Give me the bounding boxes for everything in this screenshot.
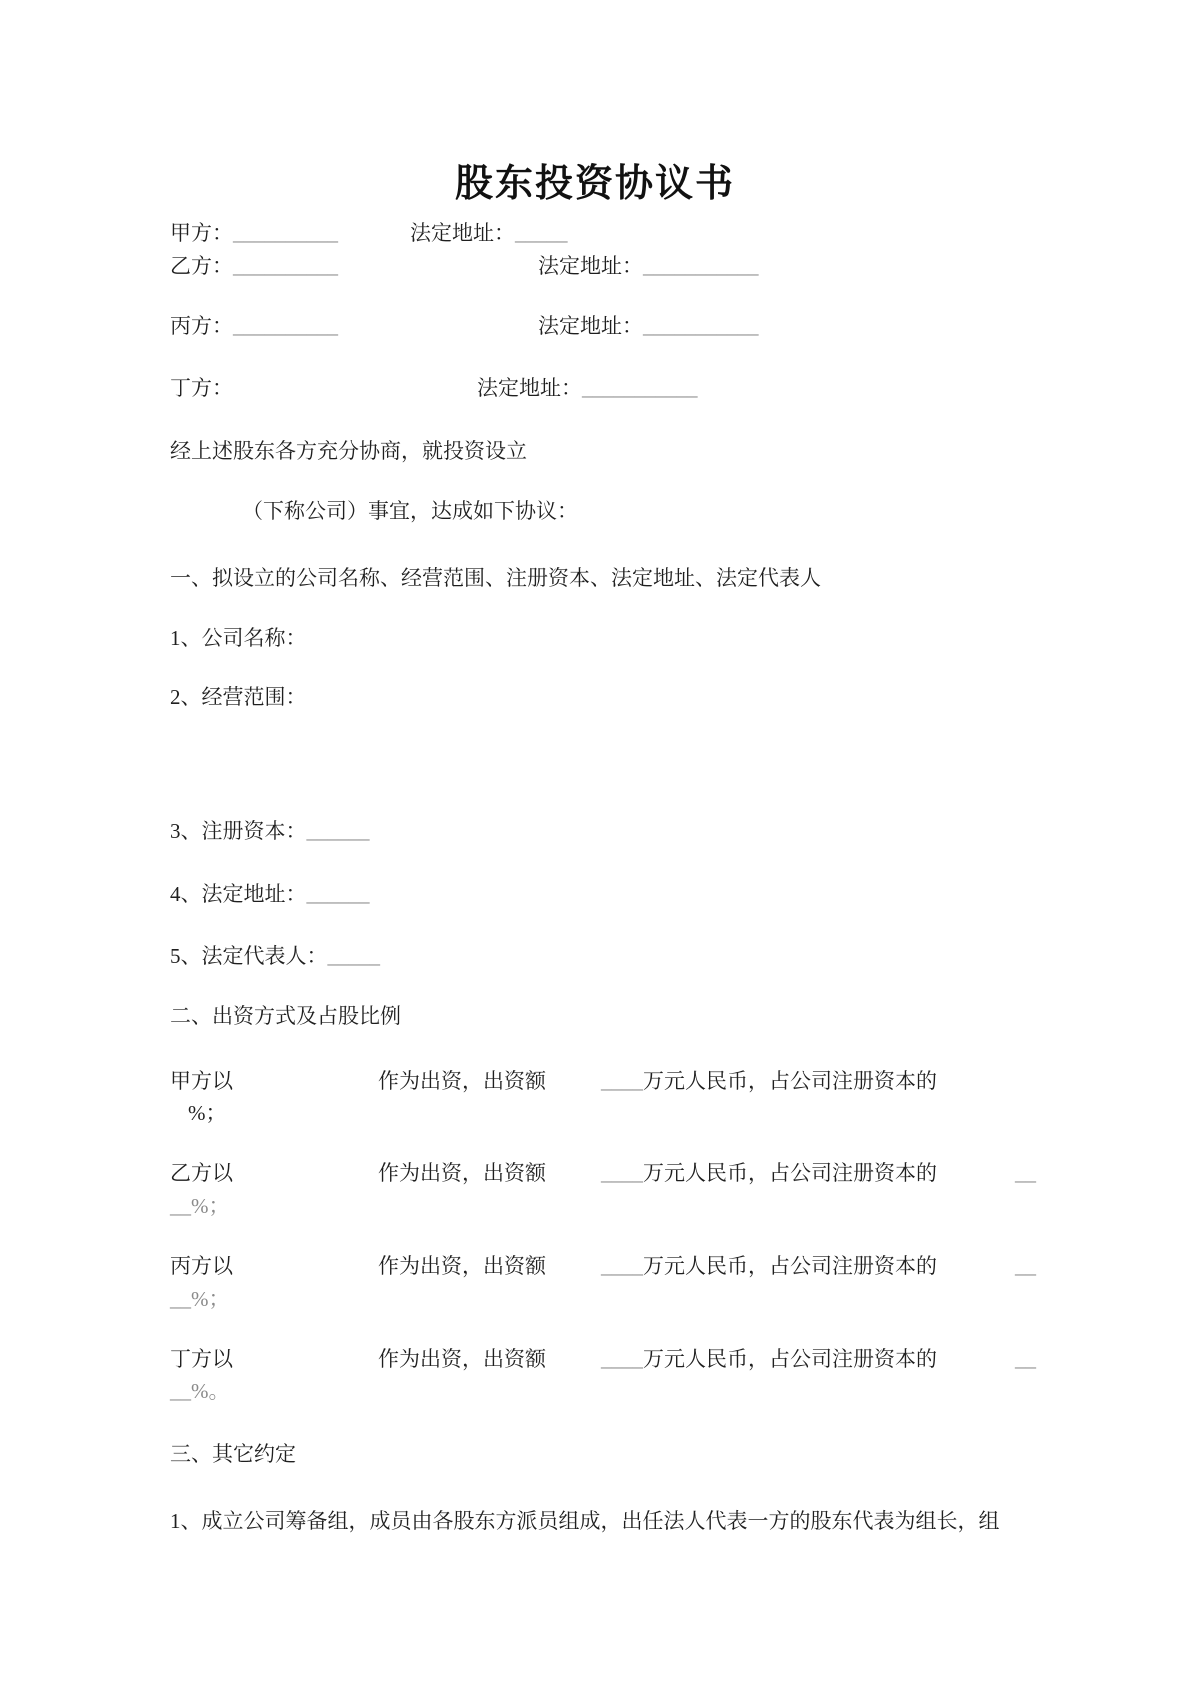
contribution-tail-text: 万元人民币，占公司注册资本的 (643, 1069, 937, 1093)
spacer (546, 1087, 601, 1088)
contribution-party: 甲方以 (170, 1069, 233, 1093)
item-blank: _____ (327, 944, 380, 968)
contribution-row-jia (170, 1068, 1030, 1094)
contribution-method-text: 作为出资，出资额 (378, 1161, 546, 1185)
party-name-blank: __________ (233, 221, 338, 245)
item-blank: ______ (306, 819, 370, 843)
legal-address-blank: ___________ (582, 376, 698, 400)
spacer (937, 1272, 1015, 1273)
contribution-percent-blank: __ (1015, 1347, 1036, 1371)
contribution-row-ding (170, 1346, 1036, 1372)
heading-text: 三、其它约定 (170, 1442, 296, 1466)
contribution-row-yi (170, 1160, 1036, 1186)
contribution-party: 乙方以 (170, 1161, 233, 1185)
legal-address-label: 法定地址： (538, 314, 643, 338)
party-label: 乙方： (170, 254, 233, 278)
percent-text: __%。 (170, 1379, 230, 1403)
percent-text: __%； (170, 1194, 230, 1218)
list-item-company-name (170, 625, 1030, 651)
contribution-percent-blank: __ (1015, 1254, 1036, 1278)
spacer (937, 1087, 1015, 1088)
percent-text: %； (188, 1101, 227, 1125)
spacer (233, 1272, 378, 1273)
legal-address-label: 法定地址： (477, 376, 582, 400)
contribution-tail-text: 万元人民币，占公司注册资本的 (643, 1254, 937, 1278)
contribution-party: 丁方以 (170, 1347, 233, 1371)
clause-text: 1、成立公司筹备组，成员由各股东方派员组成，出任法人代表一方的股东代表为组长，组 (170, 1509, 1000, 1533)
document-title: 股东投资协议书 (454, 163, 735, 205)
spacer (338, 239, 410, 240)
spacer (338, 272, 538, 273)
section-one-heading (170, 565, 1030, 591)
list-item-legal-representative (170, 943, 1030, 969)
percent-text: __%； (170, 1287, 230, 1311)
contribution-tail-text: 万元人民币，占公司注册资本的 (643, 1161, 937, 1185)
contribution-method-text: 作为出资，出资额 (378, 1347, 546, 1371)
party-name-blank: __________ (233, 254, 338, 278)
legal-address-blank: ___________ (643, 254, 759, 278)
list-item-legal-address (170, 881, 1030, 907)
list-item-label: 5、法定代表人： (170, 944, 328, 968)
contribution-row-bing (170, 1253, 1036, 1279)
intro-text: 经上述股东各方充分协商，就投资设立 (170, 439, 527, 463)
contribution-percent-line-bing (170, 1286, 1030, 1312)
legal-address-label: 法定地址： (410, 221, 515, 245)
party-row-bing (170, 313, 1030, 339)
list-item-business-scope (170, 684, 1030, 710)
clause-text-row (170, 1508, 1030, 1534)
spacer (338, 332, 538, 333)
contribution-method-text: 作为出资，出资额 (378, 1254, 546, 1278)
legal-address-blank: ___________ (643, 314, 759, 338)
contribution-percent-line-ding (170, 1378, 1030, 1404)
party-label: 甲方： (170, 221, 233, 245)
party-row-ding (170, 375, 1030, 401)
spacer (233, 1087, 378, 1088)
legal-address-blank: _____ (515, 221, 568, 245)
party-label: 丙方： (170, 314, 233, 338)
intro-line-2 (170, 498, 1102, 524)
legal-address-label: 法定地址： (538, 254, 643, 278)
spacer (546, 1365, 601, 1366)
party-row-yi (170, 253, 1030, 279)
intro-text: （下称公司）事宜，达成如下协议： (242, 499, 578, 523)
contribution-percent-blank: __ (1015, 1161, 1036, 1185)
spacer (233, 1179, 378, 1180)
contribution-method-text: 作为出资，出资额 (378, 1069, 546, 1093)
contribution-amount-blank: ____ (601, 1069, 643, 1093)
party-name-blank: __________ (233, 314, 338, 338)
heading-text: 二、出资方式及占股比例 (170, 1004, 401, 1028)
list-item-label: 1、公司名称： (170, 626, 307, 650)
heading-text: 一、拟设立的公司名称、经营范围、注册资本、法定地址、法定代表人 (170, 566, 821, 590)
spacer (937, 1179, 1015, 1180)
contribution-percent-line-jia (170, 1100, 1048, 1126)
spacer (233, 394, 477, 395)
party-row-jia (170, 220, 1030, 246)
spacer (937, 1365, 1015, 1366)
spacer (546, 1179, 601, 1180)
list-item-label: 4、法定地址： (170, 882, 307, 906)
intro-line-1 (170, 438, 1030, 464)
party-label: 丁方： (170, 376, 233, 400)
contribution-percent-line-yi (170, 1193, 1030, 1219)
item-blank: ______ (306, 882, 370, 906)
section-two-heading (170, 1003, 1030, 1029)
contribution-party: 丙方以 (170, 1254, 233, 1278)
section-three-heading (170, 1441, 1030, 1467)
contribution-amount-blank: ____ (601, 1347, 643, 1371)
contribution-amount-blank: ____ (601, 1161, 643, 1185)
list-item-registered-capital (170, 818, 1030, 844)
spacer (546, 1272, 601, 1273)
list-item-label: 2、经营范围： (170, 685, 307, 709)
contribution-tail-text: 万元人民币，占公司注册资本的 (643, 1347, 937, 1371)
list-item-label: 3、注册资本： (170, 819, 307, 843)
contribution-amount-blank: ____ (601, 1254, 643, 1278)
spacer (233, 1365, 378, 1366)
